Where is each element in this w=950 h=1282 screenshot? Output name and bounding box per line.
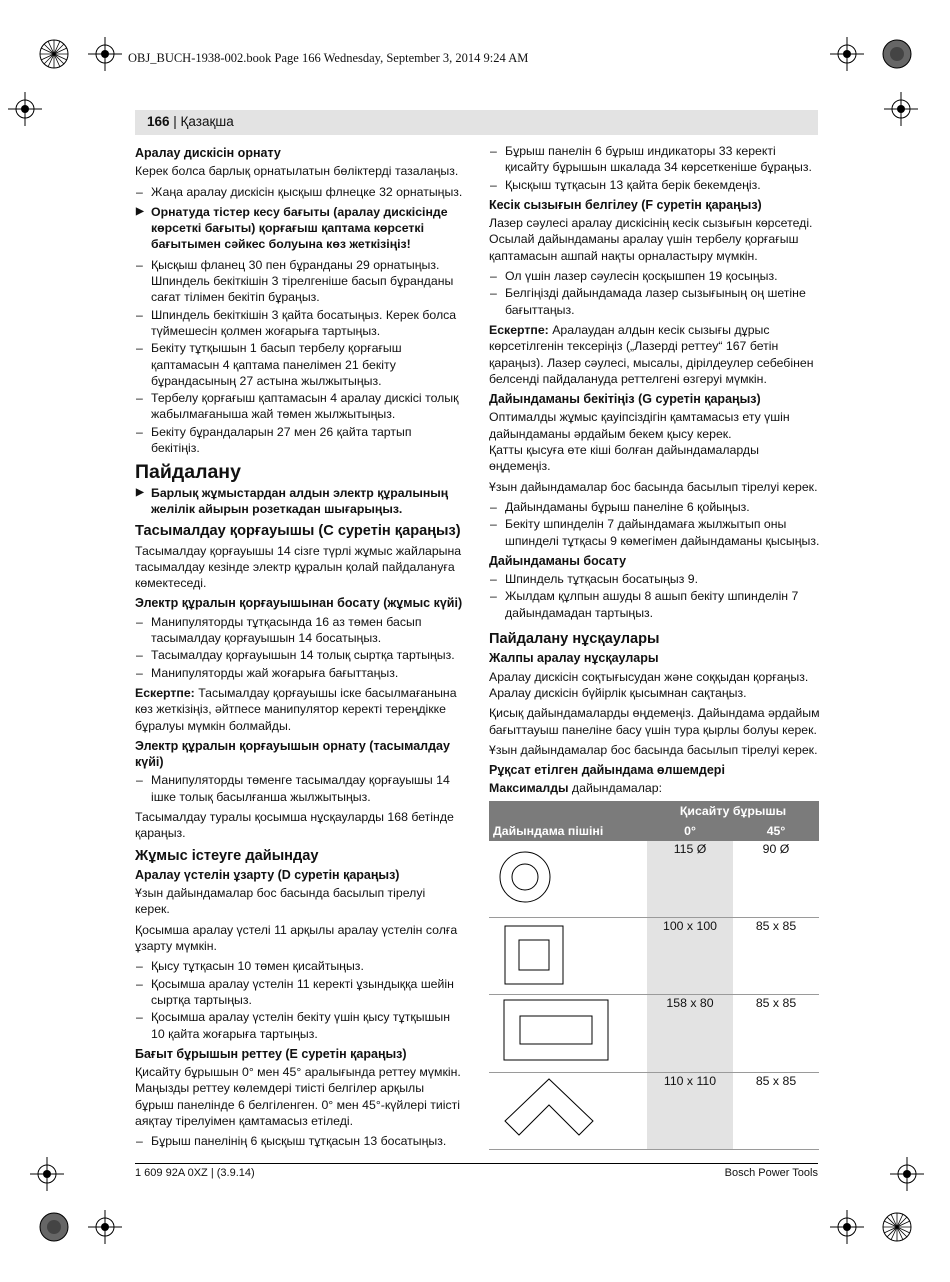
footer-divider xyxy=(135,1163,818,1164)
max-rest: дайындамалар: xyxy=(568,781,663,796)
crosshair-mark-icon xyxy=(890,1157,924,1191)
value-0: 158 x 80 xyxy=(647,995,733,1072)
paragraph: Ұзын дайындамалар бос басында басылып тірелуі керек. xyxy=(489,479,818,494)
step-list xyxy=(135,772,463,805)
list-item: – Жаңа аралау дискісін қысқыш флнецке 32 орнатыңыз. xyxy=(135,184,463,200)
value-45: 85 x 85 xyxy=(733,1072,819,1149)
section-title: Пайдалану нұсқаулары xyxy=(489,631,660,648)
crosshair-mark-icon xyxy=(830,1210,864,1244)
paragraph: Тасымалдау туралы қосымша нұсқауларды 168 бетінде қараңыз. xyxy=(135,809,454,841)
list-item: – Манипуляторды жай жоғарыға бағыттаңыз. xyxy=(135,665,463,681)
page-language: Қазақша xyxy=(180,114,234,129)
crosshair-mark-icon xyxy=(88,37,122,71)
registration-mark-icon xyxy=(37,37,71,71)
crosshair-mark-icon xyxy=(830,37,864,71)
section-title: Жалпы аралау нұсқаулары xyxy=(489,651,659,666)
header-angle: Қисайту бұрышы xyxy=(647,801,819,821)
list-item: – Манипуляторды төменге тасымалдау қорғауышы 14 ішке толық басылғанша жылжытыңыз. xyxy=(135,772,463,805)
paragraph: Лазер сәулесі аралау дискісінің кесік сызығын көрсетеді. Осылай дайындаманы аралау үшін тербелу қорғағыш қаптамасын ашпай нақты орналастыру мүмкін. xyxy=(489,216,813,263)
gray-registration-mark-icon xyxy=(37,1210,71,1244)
list-item: – Қысу тұтқасын 10 төмен қисайтыңыз. xyxy=(135,958,463,974)
step-list xyxy=(135,614,463,681)
list-item: – Жылдам құлпын ашуды 8 ашып бекіту шпинделін 7 дайындамадан тартыңыз. xyxy=(489,588,821,621)
step-list xyxy=(489,143,821,193)
paragraph: Тасымалдау қорғауышы 14 сізге түрлі жұмыс жайларына тасымалдау кезінде электр құралын қолай пайдалануға көмектеседі. xyxy=(135,543,462,591)
value-0: 100 x 100 xyxy=(647,917,733,994)
registration-mark-icon xyxy=(880,1210,914,1244)
value-0: 110 x 110 xyxy=(647,1072,733,1149)
paragraph: Қисайту бұрышын 0° мен 45° аралығында реттеу мүмкін. Маңызды реттеу көлемдері тиісті белгілер арқылы бұрыш панелінде 6 белгіленген. 0° мен 45°-күйлері тиісті аяқтау тірелуімен қамтамасыз етіледі. xyxy=(135,1065,461,1129)
note-text: Тасымалдау қорғауышы іске басылмағанына көз жеткізіңіз, әйтпесе манипулятор керекті тереңдікке бұралуы мүмкін болмайды. xyxy=(135,685,457,733)
max-label: Максималды xyxy=(489,781,569,796)
section-title: Электр құралын қорғауышынан босату (жұмыс күйі) xyxy=(135,596,463,611)
page-number: 166 xyxy=(147,114,170,129)
page-number-label: 166 | Қазақша xyxy=(147,114,234,129)
header-shape: Дайындама пішіні xyxy=(489,821,647,841)
list-item: – Дайындаманы бұрыш панеліне 6 қойыңыз. xyxy=(489,499,821,515)
section-title: Тасымалдау қорғауышы (C суретін қараңыз) xyxy=(135,523,461,540)
left-column xyxy=(135,143,463,1154)
paragraph: Қосымша аралау үстелі 11 арқылы аралау үстелін солға ұзарту мүмкін. xyxy=(135,922,458,954)
section-title: Дайындаманы босату xyxy=(489,553,627,568)
section-title: Электр құралын қорғауышын орнату (тасымалдау күйі) xyxy=(135,738,450,770)
section-title: Рұқсат етілген дайындама өлшемдері xyxy=(489,763,725,778)
step-list xyxy=(135,257,463,457)
list-item: – Белгіңізді дайындамада лазер сызығының оң шетіне бағыттаңыз. xyxy=(489,285,821,318)
crosshair-mark-icon xyxy=(30,1157,64,1191)
page-bar xyxy=(135,110,818,135)
rect-tube-icon xyxy=(489,995,639,1067)
paragraph: Оптималды жұмыс қауіпсіздігін қамтамасыз ету үшін дайындаманы әрдайым бекем қысу керек. xyxy=(489,410,790,441)
note-label: Ескертпе: xyxy=(135,685,195,700)
section-title: Аралау дискісін орнату xyxy=(135,146,281,160)
angle-profile-icon xyxy=(489,1073,639,1145)
list-item: – Тасымалдау қорғауышын 14 толық сыртқа тартыңыз. xyxy=(135,647,463,663)
paragraph: Ұзын дайындамалар бос басында басылып тірелуі керек. xyxy=(135,886,426,917)
crosshair-mark-icon xyxy=(88,1210,122,1244)
section-title: Дайындаманы бекітіңіз (G суретін қараңыз) xyxy=(489,392,761,407)
paragraph: Аралау дискісін соқтығысудан және соққыдан қорғаңыз. Аралау дискісін бүйірлік қысымнан сақтаңыз. xyxy=(489,669,809,700)
list-item: – Тербелу қорғағыш қаптамасын 4 аралау дискісі толық жабылмағаныша жай төмен жылжытыңыз. xyxy=(135,390,463,423)
crosshair-mark-icon xyxy=(884,92,918,126)
paragraph: Ұзын дайындамалар бос басында басылып тірелуі керек. xyxy=(489,742,818,757)
value-45: 85 x 85 xyxy=(733,995,819,1072)
note-text: Аралаудан алдын кесік сызығы дұрыс көрсетілгенін тексеріңіз („Лазерді реттеу“ 167 бетін қараңыз). Лазер сәулесі, мысалы, дірілдеулер себебінен белсенді пайдалануда реттелгені өзгеруі мүмкін. xyxy=(489,322,814,386)
chapter-title: Пайдалану xyxy=(135,461,241,484)
footer-brand: Bosch Power Tools xyxy=(724,1167,818,1179)
list-item: – Қысқыш тұтқасын 13 қайта берік бекемдеңіз. xyxy=(489,177,821,193)
table-header-row xyxy=(489,821,819,841)
list-item: – Қосымша аралау үстелін бекіту үшін қысу тұтқышын 10 қайта жоғарыға тартыңыз. xyxy=(135,1009,463,1042)
note-paragraph xyxy=(135,685,463,734)
table-row xyxy=(489,841,819,918)
paragraph: Қатты қысуға өте кіші болған дайындамаларды өңдемеңіз. xyxy=(489,443,759,474)
paragraph xyxy=(489,780,821,796)
note-paragraph xyxy=(489,322,821,387)
list-item: – Бекіту шпинделін 7 дайындамаға жылжытып оны шпинделі тұтқасы 9 көмегімен дайындаманы қысыңыз. xyxy=(489,516,821,549)
list-item: – Бұрыш панелінің 6 қысқыш тұтқасын 13 босатыңыз. xyxy=(135,1133,463,1149)
warning-note: ▶ Барлық жұмыстардан алдын электр құралының желілік айырын розеткадан шығарыңыз. xyxy=(135,485,463,518)
warning-note: ▶ Орнатуда тістер кесу бағыты (аралау дискісінде көрсеткі бағыты) қорғағыш қаптама көрсеткі бағытымен сәйкес болуына көз жеткізіңіз! xyxy=(135,204,463,253)
header-45: 45° xyxy=(733,821,819,841)
table-row xyxy=(489,917,819,994)
table-row xyxy=(489,1072,819,1149)
value-45: 85 x 85 xyxy=(733,917,819,994)
round-icon xyxy=(489,841,639,913)
table-header-row xyxy=(489,801,819,821)
section-title: Бағыт бұрышын реттеу (E суретін қараңыз) xyxy=(135,1046,407,1061)
list-item: – Ол үшін лазер сәулесін қосқышпен 19 қосыңыз. xyxy=(489,268,821,284)
step-list xyxy=(489,499,821,549)
list-item: – Қысқыш фланец 30 пен бұранданы 29 орнатыңыз. Шпиндель бекіткішін 3 тірелгеніше басып бұранданы сағат тілімен бекітіп бұраңыз. xyxy=(135,257,463,306)
list-item: – Шпиндель бекіткішін 3 қайта босатыңыз. Керек болса түймешесін қолмен жоғарыға тартыңыз. xyxy=(135,307,463,340)
value-0: 115 Ø xyxy=(647,841,733,918)
list-item: – Манипуляторды тұтқасында 16 аз төмен басып тасымалдау қорғауышын 14 босатыңыз. xyxy=(135,614,463,647)
step-list xyxy=(489,268,821,318)
value-45: 90 Ø xyxy=(733,841,819,918)
right-column xyxy=(489,143,821,1150)
table-row xyxy=(489,995,819,1072)
paragraph: Керек болса барлық орнатылатын бөліктерді тазалаңыз. xyxy=(135,164,459,179)
list-item: – Қосымша аралау үстелін 11 керекті ұзындыққа шейін сыртқа тартыңыз. xyxy=(135,976,463,1009)
list-item: – Шпиндель тұтқасын босатыңыз 9. xyxy=(489,571,821,587)
list-item: – Бұрыш панелін 6 бұрыш индикаторы 33 керекті қисайту бұрышын шкалада 34 көрсеткеніше бұраңыз. xyxy=(489,143,821,176)
workpiece-dimensions-table xyxy=(489,801,819,1150)
step-list xyxy=(489,571,821,621)
paragraph: Қисық дайындамаларды өңдемеңіз. Дайындама әрдайым бағыттауыш панеліне басу үшін тура қырлы болуы керек. xyxy=(489,706,820,737)
section-title: Жұмыс істеуге дайындау xyxy=(135,847,319,864)
print-header: OBJ_BUCH-1938-002.book Page 166 Wednesday, September 3, 2014 9:24 AM xyxy=(128,51,529,65)
note-label: Ескертпе: xyxy=(489,322,549,337)
gray-registration-mark-icon xyxy=(880,37,914,71)
section-title: Кесік сызығын белгілеу (F суретін қараңыз) xyxy=(489,197,762,212)
header-0: 0° xyxy=(647,821,733,841)
step-list xyxy=(135,184,463,200)
step-list xyxy=(135,1133,463,1149)
square-tube-icon xyxy=(489,918,639,990)
list-item: – Бекіту тұтқышын 1 басып тербелу қорғағыш қаптамасын 4 қаптама панелімен 21 бекіту бұрандасының 27 астына жылжытыңыз. xyxy=(135,340,463,389)
footer-doc-number: 1 609 92A 0XZ | (3.9.14) xyxy=(135,1167,255,1179)
step-list xyxy=(135,958,463,1041)
crosshair-mark-icon xyxy=(8,92,42,126)
list-item: – Бекіту бұрандаларын 27 мен 26 қайта тартып бекітіңіз. xyxy=(135,424,463,457)
section-title: Аралау үстелін ұзарту (D суретін қараңыз) xyxy=(135,867,400,882)
